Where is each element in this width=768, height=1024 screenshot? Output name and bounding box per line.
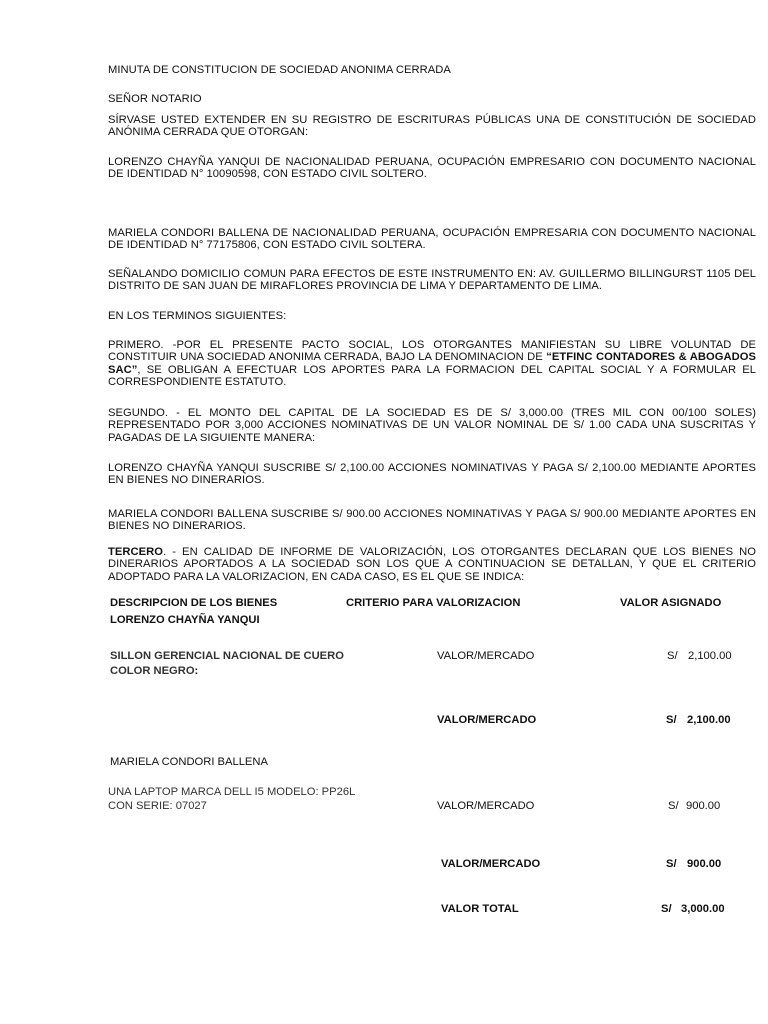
- tercero-text: . - EN CALIDAD DE INFORME DE VALORIZACIÓN, LOS OTORGANTES DECLARAN QUE LOS BIENES NO DINERARIOS APORTADOS A LA SOCIEDAD SON LOS QUE A CONTINUACION SE DETALLAN, Y QUE EL CRITERIO ADOPTADO PARA LA VALORIZACION, EN CADA CASO, ES EL QUE SE INDICA:: [108, 546, 756, 583]
- header-criterion: CRITERIO PARA VALORIZACION: [346, 597, 521, 609]
- party2-paragraph: MARIELA CONDORI BALLENA DE NACIONALIDAD PERUANA, OCUPACIÓN EMPRESARIA CON DOCUMENTO NACIONAL DE IDENTIDAD N° 77175806, CON ESTADO CIVIL SOLTERA.: [108, 227, 756, 252]
- subtotal2-criterion: VALOR/MERCADO: [441, 858, 541, 870]
- tercero-label: TERCERO: [108, 546, 164, 558]
- total-amount: 3,000.00: [681, 903, 725, 915]
- item2-criterion: VALOR/MERCADO: [437, 800, 535, 812]
- header-description: DESCRIPCION DE LOS BIENES: [110, 597, 278, 609]
- company-name: “ETFINC CONTADORES & ABOGADOS SAC”: [108, 351, 756, 376]
- salutation: SEÑOR NOTARIO: [108, 93, 202, 105]
- subtotal2-amount: 900.00: [687, 858, 722, 870]
- document-title: MINUTA DE CONSTITUCION DE SOCIEDAD ANONIMA CERRADA: [108, 64, 451, 76]
- item1-desc-text: COLOR NEGRO: [110, 665, 195, 677]
- item2-amount: 900.00: [686, 800, 721, 812]
- item1-amount: 2,100.00: [688, 650, 732, 662]
- subtotal1-amount: 2,100.00: [687, 714, 731, 726]
- item1-currency: S/: [667, 650, 678, 662]
- header-value: VALOR ASIGNADO: [620, 597, 722, 609]
- subscription1-paragraph: LORENZO CHAYÑA YANQUI SUSCRIBE S/ 2,100.00 ACCIONES NOMINATIVAS Y PAGA S/ 2,100.00 MEDIANTE APORTES EN BIENES NO DINERARIOS.: [108, 462, 756, 487]
- item1-desc-line1: SILLON GERENCIAL NACIONAL DE CUERO: [110, 650, 344, 662]
- item1-desc-colon: :: [194, 665, 199, 677]
- intro-paragraph: SÍRVASE USTED EXTENDER EN SU REGISTRO DE ESCRITURAS PÚBLICAS UNA DE CONSTITUCIÓN DE SOCIEDAD ANÓNIMA CERRADA QUE OTORGAN:: [108, 114, 756, 139]
- item1-desc-line2: [110, 665, 198, 678]
- owner1-name: LORENZO CHAYÑA YANQUI: [110, 614, 260, 626]
- item2-desc-line2: CON SERIE: 07027: [108, 800, 207, 812]
- primero-paragraph: [108, 339, 756, 388]
- segundo-paragraph: SEGUNDO. - EL MONTO DEL CAPITAL DE LA SOCIEDAD ES DE S/ 3,000.00 (TRES MIL CON 00/100 SOLES) REPRESENTADO POR 3,000 ACCIONES NOMINATIVAS DE UN VALOR NOMINAL DE S/ 1.00 CADA UNA SUSCRITAS Y PAGADAS DE LA SIGUIENTE MANERA:: [108, 407, 756, 444]
- primero-text-b: , SE OBLIGAN A EFECTUAR LOS APORTES PARA LA FORMACION DEL CAPITAL SOCIAL Y A FORMULAR EL CORRESPONDIENTE ESTATUTO.: [108, 363, 756, 388]
- subtotal1-currency: S/: [666, 714, 677, 726]
- subtotal1-criterion: VALOR/MERCADO: [437, 714, 537, 726]
- terms-intro: EN LOS TERMINOS SIGUIENTES:: [108, 310, 287, 322]
- domicile-paragraph: SEÑALANDO DOMICILIO COMUN PARA EFECTOS DE ESTE INSTRUMENTO EN: AV. GUILLERMO BILLINGURST 1105 DEL DISTRITO DE SAN JUAN DE MIRAFLORES PROVINCIA DE LIMA Y DEPARTAMENTO DE LIMA.: [108, 268, 756, 293]
- owner2-name: MARIELA CONDORI BALLENA: [110, 756, 268, 768]
- item2-desc-line1: UNA LAPTOP MARCA DELL I5 MODELO: PP26L: [108, 786, 356, 798]
- primero-text-a: PRIMERO. -POR EL PRESENTE PACTO SOCIAL, LOS OTORGANTES MANIFIESTAN SU LIBRE VOLUNTAD DE CONSTITUIR UNA SOCIEDAD ANONIMA CERRADA, BAJO LA DENOMINACION DE: [108, 339, 756, 364]
- subtotal2-currency: S/: [666, 858, 677, 870]
- party1-paragraph: LORENZO CHAYÑA YANQUI DE NACIONALIDAD PERUANA, OCUPACIÓN EMPRESARIO CON DOCUMENTO NACIONAL DE IDENTIDAD N° 10090598, CON ESTADO CIVIL SOLTERO.: [108, 156, 756, 181]
- total-label: VALOR TOTAL: [441, 903, 519, 915]
- item2-currency: S/: [668, 800, 679, 812]
- total-currency: S/: [661, 903, 672, 915]
- subscription2-paragraph: MARIELA CONDORI BALLENA SUSCRIBE S/ 900.00 ACCIONES NOMINATIVAS Y PAGA S/ 900.00 MEDIANTE APORTES EN BIENES NO DINERARIOS.: [108, 508, 756, 533]
- item1-criterion: VALOR/MERCADO: [437, 650, 535, 662]
- tercero-paragraph: [108, 546, 756, 583]
